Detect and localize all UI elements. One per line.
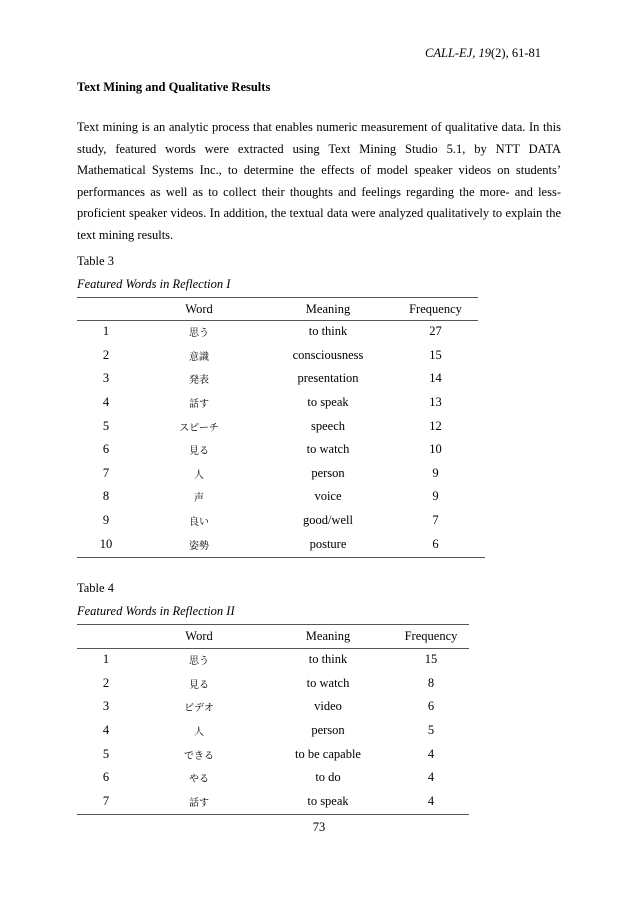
table4-header-frequency: Frequency xyxy=(404,629,458,643)
table-row xyxy=(77,532,478,556)
frequency-cell: 6 xyxy=(427,699,435,714)
table-row xyxy=(77,391,478,415)
word-cell: 発表 xyxy=(189,375,209,387)
meaning-cell: speech xyxy=(310,418,345,433)
meaning-cell: video xyxy=(314,699,342,714)
rank-cell: 5 xyxy=(102,418,110,433)
table-row xyxy=(77,672,469,696)
meaning-cell: posture xyxy=(309,536,347,551)
table3 xyxy=(77,298,478,556)
table3-bottom-rule xyxy=(77,557,485,558)
rank-cell: 7 xyxy=(102,465,110,480)
table-row xyxy=(77,367,478,391)
rank-cell: 3 xyxy=(102,699,110,714)
rank-cell: 3 xyxy=(102,371,110,386)
table-row xyxy=(77,648,469,672)
table3-header-meaning: Meaning xyxy=(305,301,351,316)
rank-cell: 6 xyxy=(102,770,110,785)
section-heading: Text Mining and Qualitative Results xyxy=(77,80,271,94)
meaning-cell: to think xyxy=(308,324,348,339)
running-head: CALL-EJ, 19(2), 61-81 xyxy=(425,46,541,60)
frequency-cell: 15 xyxy=(429,347,442,362)
frequency-cell: 9 xyxy=(432,489,439,504)
word-cell: 姿勢 xyxy=(189,540,209,552)
table-row xyxy=(77,344,478,368)
word-cell: スピーチ xyxy=(179,422,219,434)
table3-title: Featured Words in Reflection I xyxy=(77,277,231,291)
frequency-cell: 7 xyxy=(432,513,439,528)
frequency-cell: 5 xyxy=(427,723,435,738)
table4-header-rank xyxy=(77,625,135,648)
word-cell: 声 xyxy=(194,493,204,505)
table4-header-row xyxy=(77,625,469,648)
body-paragraph: Text mining is an analytic process that enables numeric measurement of qualitative data. In this study, featured words were extracted using Text Mining Studio 5.1, by NTT DATA Mathematical Systems Inc., to determine the effects of model speaker videos on students’ performances as well as to collect their thoughts and feelings regarding the more- and less-proficient speaker videos. In addition, the textual data were analyzed qualitatively to explain the text mining results. xyxy=(77,120,561,242)
table-row xyxy=(77,719,469,743)
meaning-cell: to be capable xyxy=(295,746,361,761)
table4 xyxy=(77,625,469,813)
table-row xyxy=(77,509,478,533)
frequency-cell: 27 xyxy=(429,324,442,339)
rank-cell: 6 xyxy=(102,442,110,457)
frequency-cell: 12 xyxy=(429,418,442,433)
table4-header-meaning: Meaning xyxy=(305,629,351,643)
meaning-cell: person xyxy=(311,723,345,738)
word-cell: やる xyxy=(189,774,209,786)
frequency-cell: 4 xyxy=(427,770,435,785)
word-cell: 話す xyxy=(189,399,209,411)
word-cell: できる xyxy=(184,750,214,762)
word-cell: 思う xyxy=(189,656,209,668)
rank-cell: 9 xyxy=(102,513,110,528)
table-row xyxy=(77,742,469,766)
page-number: 73 xyxy=(312,820,326,834)
table-row xyxy=(77,766,469,790)
table4-header-word: Word xyxy=(185,629,213,643)
rank-cell: 4 xyxy=(102,723,110,738)
rank-cell: 2 xyxy=(102,675,110,690)
rank-cell: 7 xyxy=(102,793,110,808)
table-row xyxy=(77,695,469,719)
frequency-cell: 4 xyxy=(427,793,435,808)
meaning-cell: consciousness xyxy=(292,347,364,362)
frequency-cell: 14 xyxy=(429,371,442,386)
table3-header-row xyxy=(77,298,478,320)
word-cell: 思う xyxy=(189,328,209,340)
rank-cell: 8 xyxy=(102,489,110,504)
meaning-cell: to speak xyxy=(307,793,349,808)
word-cell: 人 xyxy=(194,469,204,481)
meaning-cell: to do xyxy=(315,770,341,785)
word-cell: 話す xyxy=(189,797,209,809)
frequency-cell: 6 xyxy=(432,536,439,551)
meaning-cell: person xyxy=(311,465,345,480)
table3-header-word: Word xyxy=(185,301,213,316)
meaning-cell: presentation xyxy=(297,371,359,386)
frequency-cell: 4 xyxy=(427,746,435,761)
frequency-cell: 10 xyxy=(429,442,442,457)
frequency-cell: 8 xyxy=(427,675,435,690)
frequency-cell: 15 xyxy=(424,652,438,667)
table4-title: Featured Words in Reflection II xyxy=(77,604,235,618)
meaning-cell: good/well xyxy=(303,513,353,528)
rank-cell: 10 xyxy=(99,536,113,551)
word-cell: ビデオ xyxy=(184,703,214,715)
meaning-cell: to watch xyxy=(306,675,350,690)
meaning-cell: voice xyxy=(314,489,342,504)
table3-label: Table 3 xyxy=(77,254,114,268)
table-row xyxy=(77,438,478,462)
table4-bottom-rule xyxy=(77,814,469,815)
rank-cell: 5 xyxy=(102,746,110,761)
table4-label: Table 4 xyxy=(77,581,114,595)
table-row xyxy=(77,462,478,486)
word-cell: 人 xyxy=(194,727,204,739)
word-cell: 見る xyxy=(189,446,209,458)
table-row xyxy=(77,414,478,438)
table-row xyxy=(77,320,478,344)
rank-cell: 4 xyxy=(102,395,110,410)
word-cell: 良い xyxy=(189,517,209,529)
table3-header-rank xyxy=(77,298,135,320)
rank-cell: 2 xyxy=(102,347,110,362)
frequency-cell: 13 xyxy=(429,395,442,410)
rank-cell: 1 xyxy=(102,324,110,339)
table3-header-frequency: Frequency xyxy=(409,301,462,316)
frequency-cell: 9 xyxy=(432,465,439,480)
meaning-cell: to speak xyxy=(307,395,349,410)
table-row xyxy=(77,790,469,814)
meaning-cell: to think xyxy=(308,652,348,667)
meaning-cell: to watch xyxy=(306,442,350,457)
rank-cell: 1 xyxy=(102,652,110,667)
word-cell: 意識 xyxy=(189,351,209,363)
word-cell: 見る xyxy=(189,679,209,691)
table-row xyxy=(77,485,478,509)
